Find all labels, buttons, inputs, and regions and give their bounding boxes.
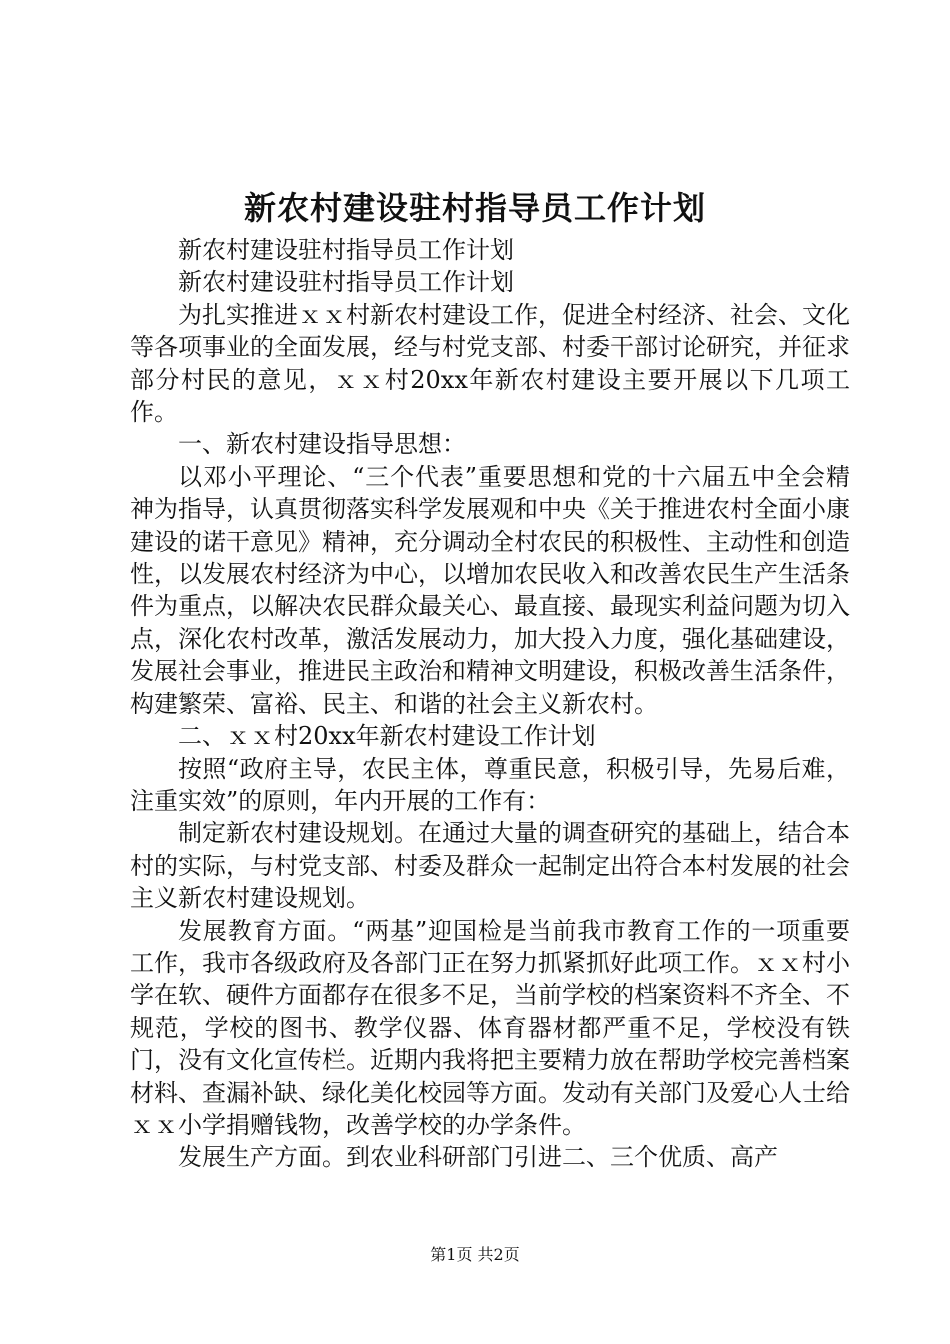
paragraph: 发展教育方面。“两基”迎国检是当前我市教育工作的一项重要工作，我市各级政府及各部门正在努力抓紧抓好此项工作。ｘｘ村小学在软、硬件方面都存在很多不足，当前学校的档案资料不齐全、不规范，学校的图书、教学仪器、体育器材都严重不足，学校没有铁门，没有文化宣传栏。近期内我将把主要精力放在帮助学校完善档案材料、查漏补缺、绿化美化校园等方面。发动有关部门及爱心人士给ｘｘ小学捐赠钱物，改善学校的办学条件。 [130, 916, 850, 1139]
document-body [130, 234, 850, 1174]
section-heading: 一、新农村建设指导思想： [178, 430, 466, 459]
paragraph: 新农村建设驻村指导员工作计划 [178, 236, 514, 264]
paragraph: 按照“政府主导，农民主体，尊重民意，积极引导，先易后难，注重实效”的原则，年内开展的工作有： [130, 754, 850, 815]
section-heading: 二、ｘｘ村20xx年新农村建设工作计划 [178, 722, 596, 751]
paragraph: 以邓小平理论、“三个代表”重要思想和党的十六届五中全会精神为指导，认真贯彻落实科学发展观和中央《关于推进农村全面小康建设的诺干意见》精神，充分调动全村农民的积极性、主动性和创造性，以发展农村经济为中心，以增加农民收入和改善农民生产生活条件为重点，以解决农民群众最关心、最直接、最现实利益问题为切入点，深化农村改革，激活发展动力，加大投入力度，强化基础建设，发展社会事业，推进民主政治和精神文明建设，积极改善生活条件，构建繁荣、富裕、民主、和谐的社会主义新农村。 [130, 462, 850, 718]
paragraph: 为扎实推进ｘｘ村新农村建设工作，促进全村经济、社会、文化等各项事业的全面发展，经与村党支部、村委干部讨论研究，并征求部分村民的意见，ｘｘ村20xx年新农村建设主要开展以下几项工作。 [130, 300, 850, 427]
paragraph: 新农村建设驻村指导员工作计划 [178, 268, 514, 297]
document-title: 新农村建设驻村指导员工作计划 [243, 189, 706, 227]
paragraph: 制定新农村建设规划。在通过大量的调查研究的基础上，结合本村的实际，与村党支部、村委及群众一起制定出符合本村发展的社会主义新农村建设规划。 [130, 819, 850, 913]
page-footer: 第1页 共2页 [430, 1245, 520, 1264]
paragraph: 发展生产方面。到农业科研部门引进二、三个优质、高产 [178, 1143, 778, 1172]
